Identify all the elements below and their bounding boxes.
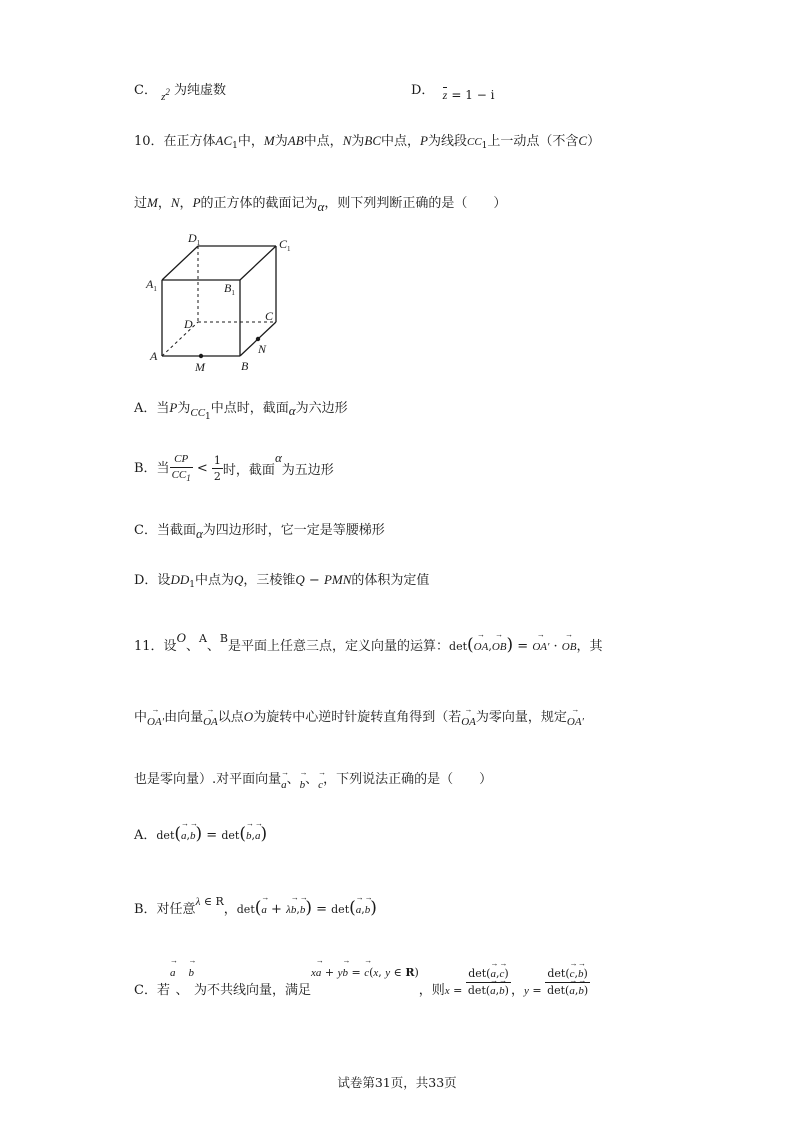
label-n: N <box>258 342 267 356</box>
q10-option-b: B．当 $\frac{CP}{CC_1}$ < $\frac{1}{2}$ 时，截面α为五边形 <box>134 450 334 483</box>
label-c1: $C_1$ <box>279 237 291 253</box>
cube-figure <box>140 228 290 376</box>
q9-option-d: D． z = 1 − i <box>411 83 495 102</box>
label-d1: $D_1$ <box>188 231 201 247</box>
q10-stem-line2: 过M，N，P的正方体的截面记为α，则下列判断正确的是（ ） <box>134 195 507 214</box>
q11-stem-line1: 11．设O、$^A$、$^B$是平面上任意三点，定义向量的运算：det(OA →,OB →) = OA′ → · OB →，其 <box>134 630 602 655</box>
label-a1: $A_1$ <box>146 277 157 293</box>
label-m: M <box>195 360 205 374</box>
label-c: C <box>265 309 274 323</box>
q11-stem-line2: 中OA′ →由向量OA →以点O为旋转中心逆时针旋转直角得到（若OA →为零向量，规定OA′ → <box>134 706 584 728</box>
q10-option-c: C．当截面α为四边形时，它一定是等腰梯形 <box>134 523 385 541</box>
q11-option-b: B．对任意$^{\lambda \in R}$，det(a → + λb →,b →) = det(a →,b →) <box>134 895 377 918</box>
page-footer: 试卷第31页，共33页 <box>337 1075 457 1090</box>
q10-option-d: D．设$DD_1$中点为Q，三棱锥Q − PMN的体积为定值 <box>134 572 430 590</box>
point-m <box>199 354 203 358</box>
label-a: A <box>150 349 158 363</box>
q10-stem-line1: 10．在正方体$AC_1$中，M为AB中点，N为BC中点，P为线段$CC_1$上一动点（不含C） <box>134 133 601 151</box>
label-b: B <box>241 359 249 373</box>
q11-stem-line3: 也是零向量）.对平面向量a →、b →、c →，下列说法正确的是（ ） <box>134 768 492 791</box>
q9-option-c: C． $_{z^2}$ 为纯虚数 <box>134 83 227 103</box>
q11-option-a: A．det(a →,b →) = det(b →,a →) <box>134 824 267 844</box>
point-n <box>256 337 260 341</box>
q11-option-c: C．若a →、b →为不共线向量，满足$^{xa \to + yb \to = c \to(x, y \in R)}$，则$_x$ $_=$ $\frac{\det(a \to,c \to)}{\det(a \to,b \to)}$ ，$_y$ $_=$ $\frac{\det(c \to,b \to)}{\det(a \to,b \to)}$ <box>134 966 590 999</box>
label-b1: $B_1$ <box>224 281 235 297</box>
label-d: D <box>184 317 193 331</box>
q10-option-a: A．当P为$_{CC1}$中点时，截面α为六边形 <box>134 400 348 422</box>
